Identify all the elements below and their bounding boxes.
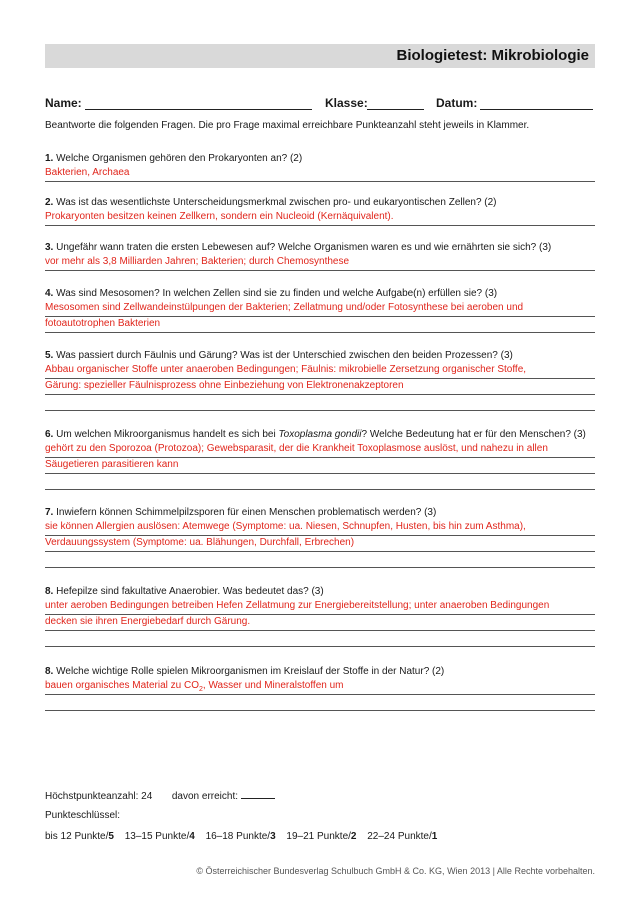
student-header: [45, 96, 595, 116]
date-field[interactable]: [480, 109, 593, 110]
key-item: 19–21 Punkte/2: [286, 831, 357, 842]
question-number: 5.: [45, 350, 54, 361]
answer-line[interactable]: Mesosomen sind Zellwandeinstülpungen der Bakterien; Zellatmung und/oder Fotosynthese bei aeroben und: [45, 301, 595, 317]
question-text: Hefepilze sind fakultative Anaerobier. Was bedeutet das? (3): [56, 586, 324, 597]
key-item: bis 12 Punkte/5: [45, 831, 114, 842]
key-item: 13–15 Punkte/4: [124, 831, 195, 842]
question-number: 3.: [45, 242, 54, 253]
question-7: [45, 506, 595, 568]
answer-line[interactable]: [45, 631, 595, 647]
answer-line[interactable]: Gärung: spezieller Fäulnisprozess ohne Einbeziehung von Elektronenakzeptoren: [45, 379, 595, 395]
name-field[interactable]: [85, 109, 312, 110]
key-item: 22–24 Punkte/1: [367, 831, 438, 842]
question-text: Was passiert durch Fäulnis und Gärung? Was ist der Unterschied zwischen den beiden Prozessen? (3): [56, 350, 513, 361]
question-text: Was sind Mesosomen? In welchen Zellen sind sie zu finden und welche Aufgabe(n) erfüllen sie? (3): [56, 288, 498, 299]
achieved-field[interactable]: [241, 789, 275, 799]
question-3: [45, 241, 595, 271]
answer-line[interactable]: [45, 695, 595, 711]
question-number: 7.: [45, 507, 54, 518]
question-number: 1.: [45, 153, 54, 164]
question-1: [45, 152, 595, 182]
title-bar: [45, 44, 595, 68]
answer-line[interactable]: sie können Allergien auslösen: Atemwege (Symptome: ua. Niesen, Schnupfen, Husten, bis hin zum Asthma),: [45, 520, 595, 536]
answer-line[interactable]: vor mehr als 3,8 Milliarden Jahren; Bakterien; durch Chemosynthese: [45, 255, 595, 271]
answer-line[interactable]: [45, 552, 595, 568]
page-title: Biologietest: Mikrobiologie: [396, 47, 589, 64]
grading-key: [45, 831, 445, 842]
class-label: Klasse:: [325, 96, 368, 110]
answer-line[interactable]: [45, 679, 595, 695]
question-5: [45, 349, 595, 411]
question-text: Was ist das wesentlichste Unterscheidungsmerkmal zwischen pro- und eukaryontischen Zellen? (2): [56, 197, 497, 208]
question-text: Inwiefern können Schimmelpilzsporen für einen Menschen problematisch werden? (3): [56, 507, 437, 518]
answer-line[interactable]: decken sie ihren Energiebedarf durch Gärung.: [45, 615, 595, 631]
instructions: Beantworte die folgenden Fragen. Die pro Frage maximal erreichbare Punkteanzahl steht jeweils in Klammer.: [45, 120, 530, 131]
question-number: 8.: [45, 586, 54, 597]
question-text-end: ? Welche Bedeutung hat er für den Menschen? (3): [361, 429, 586, 440]
question-text-start: Um welchen Mikroorganismus handelt es sich bei: [56, 429, 279, 440]
answer-line[interactable]: fotoautotrophen Bakterien: [45, 317, 595, 333]
answer-text-end: , Wasser und Mineralstoffen um: [202, 680, 344, 691]
copyright: © Österreichischer Bundesverlag Schulbuch GmbH & Co. KG, Wien 2013 | Alle Rechte vorbehalten.: [196, 866, 595, 876]
question-number: 4.: [45, 288, 54, 299]
question-text: Welche Organismen gehören den Prokaryonten an? (2): [56, 153, 303, 164]
question-6: [45, 428, 595, 490]
key-label: Punkteschlüssel:: [45, 810, 121, 821]
date-label: Datum:: [436, 96, 478, 110]
question-number: 6.: [45, 429, 54, 440]
class-field[interactable]: [367, 109, 424, 110]
answer-line[interactable]: unter aeroben Bedingungen betreiben Hefen Zellatmung zur Energiebereitstellung; unter anaeroben Bedingungen: [45, 599, 595, 615]
answer-line[interactable]: Bakterien, Archaea: [45, 166, 595, 182]
answer-line[interactable]: Prokaryonten besitzen keinen Zellkern, sondern ein Nucleoid (Kernäquivalent).: [45, 210, 595, 226]
answer-line[interactable]: [45, 474, 595, 490]
answer-line[interactable]: gehört zu den Sporozoa (Protozoa); Gewebsparasit, der die Krankheit Toxoplasmose auslöst, und nahezu in allen: [45, 442, 595, 458]
max-points: Höchstpunkteanzahl: 24: [45, 791, 153, 802]
question-2: [45, 196, 595, 226]
answer-line[interactable]: [45, 395, 595, 411]
question-9: [45, 665, 595, 711]
answer-text-start: bauen organisches Material zu CO: [45, 680, 199, 691]
organism-name: Toxoplasma gondii: [278, 429, 362, 440]
achieved-label: davon erreicht:: [171, 791, 239, 802]
question-8: [45, 585, 595, 647]
question-number: 2.: [45, 197, 54, 208]
question-4: [45, 287, 595, 333]
answer-line[interactable]: Abbau organischer Stoffe unter anaeroben Bedingungen; Fäulnis: mikrobielle Zersetzung organischer Stoffe,: [45, 363, 595, 379]
score-row: [45, 789, 275, 802]
question-text: Welche wichtige Rolle spielen Mikroorganismen im Kreislauf der Stoffe in der Natur? (2): [56, 666, 445, 677]
answer-subscript: 2: [198, 686, 203, 693]
question-text: Ungefähr wann traten die ersten Lebewesen auf? Welche Organismen waren es und wie ernährten sie sich? (3): [56, 242, 552, 253]
key-item: 16–18 Punkte/3: [205, 831, 276, 842]
answer-line[interactable]: Verdauungssystem (Symptome: ua. Blähungen, Durchfall, Erbrechen): [45, 536, 595, 552]
question-number: 8.: [45, 666, 54, 677]
name-label: Name:: [45, 96, 82, 110]
answer-line[interactable]: Säugetieren parasitieren kann: [45, 458, 595, 474]
